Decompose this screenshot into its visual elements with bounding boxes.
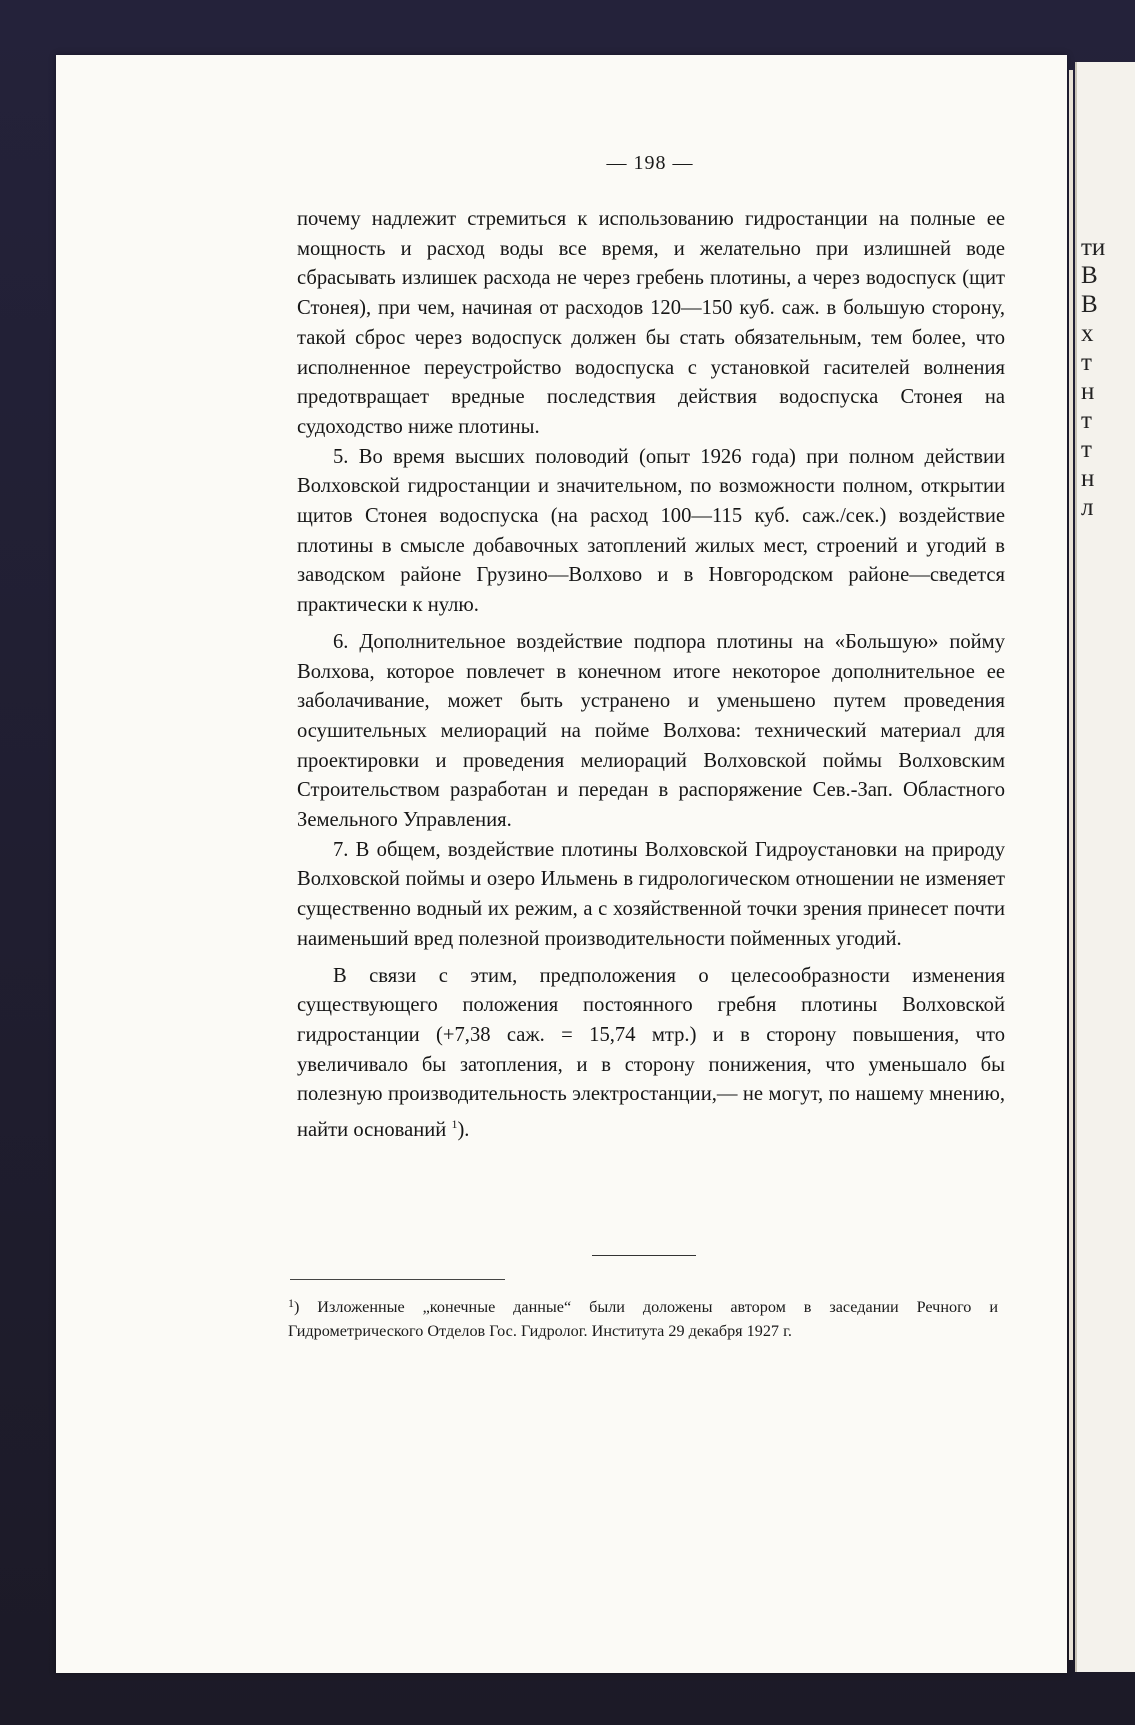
footnote-text: ) Изложенные „конечные данные“ были доложены автором в заседании Речного и Гидрометрического Отделов Гос. Гидролог. Института 29 декабря 1927 г. (288, 1298, 998, 1340)
adjacent-page-fragment: н (1081, 465, 1095, 492)
page-number: — 198 — (606, 152, 694, 174)
adjacent-page-fragment: л (1081, 494, 1094, 521)
adjacent-page-fragment: В (1081, 262, 1098, 289)
adjacent-page-fragment: т (1081, 407, 1092, 434)
page-gutter (1069, 70, 1073, 1660)
footnote (288, 1292, 998, 1343)
section-divider (592, 1255, 696, 1256)
footnote-reference[interactable]: 1 (451, 1117, 458, 1132)
body-text (297, 205, 1005, 1146)
adjacent-page-edge (1075, 62, 1135, 1672)
adjacent-page-fragment: т (1081, 436, 1092, 463)
paragraph-with-footnote (297, 962, 1005, 1146)
paragraph: почему надлежит стремиться к использованию гидростанции на полные ее мощность и расход воды все время, и желательно при излишней воде сбрасывать излишек расхода не через гребень плотины, а через водоспуск (щит Стонея), при чем, начиная от расходов 120—150 куб. саж. в большую сторону, такой сброс через водоспуск должен бы стать обязательным, тем более, что исполненное переустройство водоспуска с установкой гасителей волнения предотвращает вредные последствия действия водоспуска Стонея на судоходство ниже плотины. (297, 208, 1005, 438)
paragraph: 5. Во время высших половодий (опыт 1926 года) при полном действии Волховской гидростанции и значительном, по возможности полном, открытии щитов Стонея водоспуска (на расход 100—115 куб. саж./сек.) воздействие плотины в смысле добавочных затоплений жилых мест, строений и угодий в заводском районе Грузино—Волхово и в Новгородском районе—сведется практически к нулю. (297, 445, 1005, 617)
paragraph: 6. Дополнительное воздействие подпора плотины на «Большую» пойму Волхова, которое повлечет в конечном итоге некоторое дополнительное ее заболачивание, может быть устранено и уменьшено путем проведения осушительных мелиораций на пойме Волхова: технический материал для проектировки и проведения мелиораций Волховской поймы Волховским Строительством разработан и передан в распоряжение Сев.-Зап. Областного Земельного Управления. (297, 630, 1005, 832)
adjacent-page-fragment: н (1081, 378, 1095, 405)
footnote-mark: 1 (288, 1296, 294, 1310)
adjacent-page-fragment: В (1081, 291, 1098, 318)
paragraph: 7. В общем, воздействие плотины Волховской Гидроустановки на природу Волховской поймы и озеро Ильмень в гидрологическом отношении не изменяет существенно водный их режим, а с хозяйственной точки зрения принесет почти наименьший вред полезной производительности пойменных угодий. (297, 838, 1005, 950)
adjacent-page-fragment: х (1081, 320, 1094, 347)
paragraph-text: В связи с этим, предположения о целесообразности изменения существующего положения постоянного гребня плотины Волховской гидростанции (+7,38 саж. = 15,74 мтр.) и в сторону повышения, что увеличивало бы затопления, и в сторону понижения, что уменьшало бы полезную производительность электростанции,— не могут, по нашему мнению, найти оснований (297, 964, 1005, 1141)
footnote-separator (290, 1279, 505, 1280)
adjacent-page-fragment: т (1081, 349, 1092, 376)
adjacent-page-fragment: ти (1081, 234, 1106, 261)
paragraph-end: ). (457, 1118, 470, 1141)
